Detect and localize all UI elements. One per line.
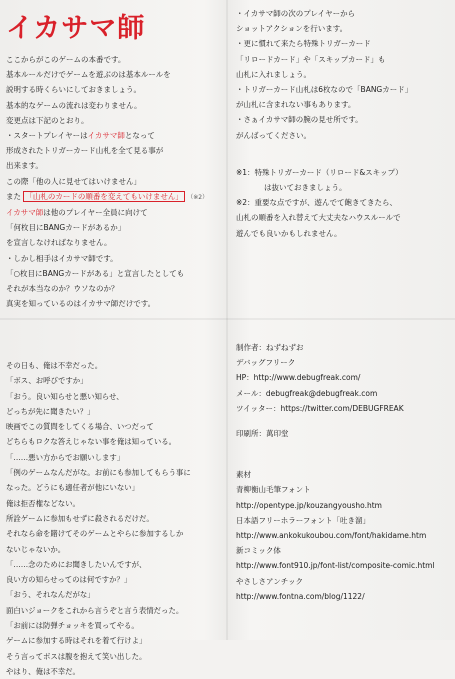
rule-line: 「リロードカード」や「スキップカード」も: [236, 54, 386, 64]
story-line: ないじゃないか。: [6, 544, 66, 554]
note-line: は抜いておきましょう。: [264, 183, 347, 193]
rule-line: 「○枚目にBANGカードがある」と宣言したとしても: [6, 268, 185, 278]
twitter-link[interactable]: ツイッター：https://twitter.com/DEBUGFREAK: [236, 403, 404, 413]
rule-line: ここからがこのゲームの本番です。: [6, 55, 126, 64]
story-line: それなら命を賭けてそのゲームとやらに参加するしか: [6, 529, 184, 539]
story-line: 俺は拒否権などない。: [6, 498, 80, 508]
note-line: 遊んでも良いかもしれません。: [236, 228, 342, 238]
story-line: 「お前には防弾チョッキを買ってやる。: [6, 621, 139, 631]
rule-text: ・スタートプレイヤーは: [6, 131, 88, 141]
material-link[interactable]: http://www.ankokukoubou.com/font/hakidame.htm: [236, 531, 427, 541]
material-link[interactable]: http://www.font910.jp/font-list/composite-comic.html: [236, 561, 435, 571]
rule-line: [6, 205, 220, 220]
page-title: イカサマ師: [6, 13, 146, 44]
note-line: ※1：特殊トリガーカード（リロード&スキップ）: [236, 167, 403, 177]
debug-credit: デバッグフリーク: [236, 358, 296, 368]
highlight-cheater: イカサマ師: [87, 131, 125, 141]
rule-line: この際「他の人に見せてはいけません」: [6, 176, 141, 186]
highlight-order-rule: 「山札のカードの順番を変えてもいけません」: [25, 191, 183, 201]
story-line: 「おう、それなんだがな」: [6, 590, 95, 600]
material-font-name: やさしさアンチック: [236, 576, 303, 586]
rule-line: 基本的なゲームの流れは変わりません。: [6, 100, 142, 110]
material-font-name: 青柳衡山毛筆フォント: [236, 485, 311, 495]
story-line: 映画でこの質問をしてくる場合、いつだって: [6, 422, 154, 432]
highlight-cheater: イカサマ師: [6, 208, 44, 218]
fold-line-vertical: [226, 0, 228, 640]
rule-line: 山札に入れましょう。: [236, 69, 311, 79]
story-line: 「ボス、お呼びですか」: [6, 376, 88, 386]
rule-line: [6, 128, 220, 143]
rule-line: がんばってください。: [236, 130, 311, 140]
material-font-name: 新コミック体: [236, 546, 281, 556]
story-line: 「おう。良い知らせと悪い知らせ、: [6, 391, 124, 401]
rule-line: それが本当なのか？ウソなのか？: [6, 284, 119, 294]
rule-line: 真実を知っているのはイカサマ師だけです。: [6, 299, 156, 309]
rule-text: また: [6, 191, 21, 201]
rules-left-column: [6, 52, 220, 311]
rule-line: 出来ます。: [6, 161, 43, 171]
story-line: どちらもロクな答えじゃない事を俺は知っている。: [6, 437, 176, 447]
rule-line: 基本ルールだけでゲームを遊ぶのは基本ルールを: [6, 70, 171, 80]
story-line: なった。どうにも適任者が他にいない」: [6, 483, 140, 493]
story-line: そう言ってボスは腹を抱えて笑い出した。: [6, 651, 147, 661]
material-font-name: 日本語フリーホラーフォント「吐き溜」: [236, 515, 370, 525]
rule-line: ・しかし相手はイカサマ師です。: [6, 253, 118, 263]
printer-credit: 印刷所：萬印堂: [236, 429, 289, 439]
material-link[interactable]: http://opentype.jp/kouzangyousho.htm: [236, 500, 382, 510]
note-line: ※2：重要な点ですが、遊んでて飽きてきたら、: [236, 198, 398, 208]
material-link[interactable]: http://www.fontna.com/blog/1122/: [236, 591, 365, 601]
story-line: やはり、俺は不幸だ。: [6, 666, 80, 676]
story-line: 「……念のためにお聞きしたいんですが、: [6, 559, 147, 569]
rule-line: を宣言しなければなりません。: [6, 238, 112, 248]
story-line: 「例のゲームなんだがな。お前にも参加してもらう事に: [6, 468, 191, 478]
story-line: 面白いジョークをこれから言うぞと言う表情だった。: [6, 605, 184, 615]
note-ref: （※2）: [187, 193, 209, 201]
producer-credit: 制作者：ねずねずお: [236, 343, 304, 352]
story-line: 「……悪い方からでお願いします」: [6, 452, 125, 462]
rule-line: ・更に慣れて来たら特殊トリガーカード: [236, 39, 371, 49]
rule-line: ショットアクションを行います。: [236, 24, 348, 34]
email-link[interactable]: メール：debugfreak@debugfreak.com: [236, 388, 378, 398]
rule-line: 説明する時くらいにしておきましょう。: [6, 85, 141, 95]
fold-line-horizontal: [0, 318, 455, 320]
story-line: 所詮ゲームに参加もせずに殺されるだけだ。: [6, 513, 154, 523]
story-line: ゲームに参加する時はそれを着て行けよ」: [6, 636, 147, 646]
rule-line: ・トリガーカード山札は6枚なので「BANGカード」: [236, 85, 413, 95]
rule-text: は他のプレイヤー全員に向けて: [43, 208, 148, 218]
rule-line: 「何枚目にBANGカードがあるか」: [6, 223, 126, 233]
rule-line: ・さぁイカサマ師の腕の見せ所です。: [236, 115, 363, 125]
rules-right-column: [236, 6, 450, 241]
story-line: 良い方の知らせってのは何ですか？」: [6, 575, 132, 585]
rule-line: が山札に含まれない事もあります。: [236, 100, 356, 110]
rule-text: となって: [124, 131, 155, 141]
story-line: その日も、俺は不幸だった。: [6, 361, 103, 370]
materials-heading: 素材: [236, 470, 251, 480]
rule-line: ・イカサマ師の次のプレイヤーから: [236, 9, 356, 18]
credits-column: [236, 340, 450, 604]
story-column: [6, 358, 220, 679]
rule-line: 形成されたトリガーカード山札を全て見る事が: [6, 146, 164, 156]
homepage-link[interactable]: HP：http://www.debugfreak.com/: [236, 373, 361, 383]
rule-line: [6, 189, 220, 205]
story-line: どっちが先に聞きたい？」: [6, 406, 95, 416]
note-line: 山札の順番を入れ替えて大丈夫なハウスルールで: [236, 213, 401, 223]
rule-line: 変更点は下記のとおり。: [6, 115, 89, 125]
